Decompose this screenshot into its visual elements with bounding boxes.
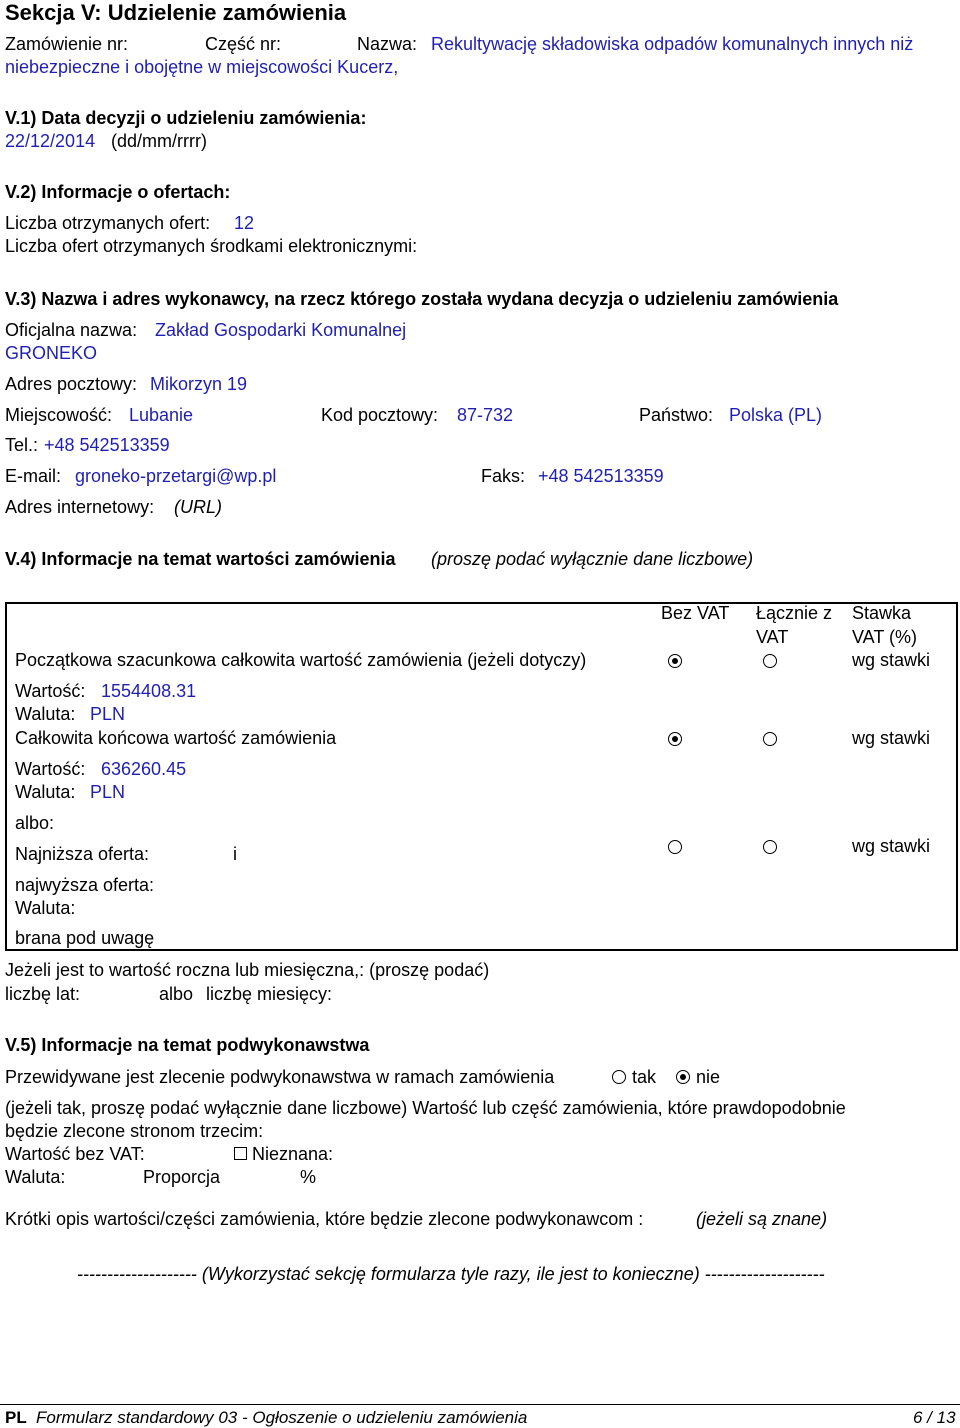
v1-heading: V.1) Data decyzji o udzieleniu zamówienia:	[5, 108, 367, 128]
country-label: Państwo:	[639, 405, 714, 425]
web-address-label: Adres internetowy:	[5, 497, 155, 517]
address-value: Mikorzyn 19	[150, 374, 248, 394]
short-desc-note: (jeżeli są znane)	[696, 1209, 828, 1229]
subcontract-note-1: (jeżeli tak, proszę podać wyłącznie dane liczbowe) Wartość lub część zamówienia, które prawdopodobnie	[5, 1098, 846, 1118]
fax-label: Faks:	[481, 466, 526, 486]
fax-value: +48 542513359	[538, 466, 664, 486]
row1-value: 1554408.31	[101, 681, 197, 701]
row2-currency-label: Waluta:	[15, 782, 76, 802]
unknown-label: Nieznana:	[252, 1144, 334, 1164]
official-name-label: Oficjalna nazwa:	[5, 320, 138, 340]
annual-note: Jeżeli jest to wartość roczna lub miesięczna,: (proszę podać)	[5, 960, 490, 980]
short-desc-label: Krótki opis wartości/części zamówienia, które będzie zlecone podwykonawcom :	[5, 1209, 644, 1229]
city-label: Miejscowość:	[5, 405, 113, 425]
highest-offer-label: najwyższa oferta:	[15, 875, 155, 895]
subcontract-note-2: będzie zlecone stronom trzecim:	[5, 1121, 264, 1141]
considered-label: brana pod uwagę	[15, 928, 155, 948]
received-offers-label: Liczba otrzymanych ofert:	[5, 213, 211, 233]
v3-heading: V.3) Nazwa i adres wykonawcy, na rzecz którego została wydana decyzja o udzieleniu zamówienia	[5, 289, 839, 309]
row2-bez-vat-radio[interactable]	[668, 732, 682, 746]
footer-divider	[0, 1404, 960, 1405]
value-without-vat-label: Wartość bez VAT:	[5, 1144, 145, 1164]
col-lacznie-2: VAT	[756, 627, 789, 647]
footer-form-name: Formularz standardowy 03 - Ogłoszenie o udzieleniu zamówienia	[36, 1408, 528, 1427]
subcontract-no-label: nie	[696, 1067, 721, 1087]
country-value: Polska (PL)	[729, 405, 823, 425]
decision-date: 22/12/2014	[5, 131, 96, 151]
subcontract-question: Przewidywane jest zlecenie podwykonawstwa w ramach zamówienia	[5, 1067, 555, 1087]
proportion-label: Proporcja	[143, 1167, 221, 1187]
address-label: Adres pocztowy:	[5, 374, 138, 394]
row1-currency-label: Waluta:	[15, 704, 76, 724]
row2-currency: PLN	[90, 782, 126, 802]
row2-rate: wg stawki	[852, 728, 931, 748]
or-label: albo:	[15, 813, 55, 833]
electronic-offers-label: Liczba ofert otrzymanych środkami elektronicznymi:	[5, 236, 418, 256]
date-format: (dd/mm/rrrr)	[111, 131, 207, 151]
row2-label: Całkowita końcowa wartość zamówienia	[15, 728, 337, 748]
years-label: liczbę lat:	[5, 984, 81, 1004]
section-title: Sekcja V: Udzielenie zamówienia	[5, 0, 347, 25]
lowest-offer-label: Najniższa oferta:	[15, 844, 150, 864]
row2-value: 636260.45	[101, 759, 187, 779]
and-label: i	[233, 844, 237, 864]
v5-currency-label: Waluta:	[5, 1167, 66, 1187]
subcontract-no-radio[interactable]	[676, 1070, 690, 1084]
or2-label: albo	[159, 984, 194, 1004]
part-no-label: Część nr:	[205, 34, 282, 54]
v4-heading-note: (proszę podać wyłącznie dane liczbowe)	[431, 549, 754, 569]
v5-heading: V.5) Informacje na temat podwykonawstwa	[5, 1035, 370, 1055]
official-name-value-2: GRONEKO	[5, 343, 98, 363]
received-offers-value: 12	[234, 213, 255, 233]
col-stawka-1: Stawka	[852, 603, 912, 623]
city-value: Lubanie	[129, 405, 194, 425]
tel-value: +48 542513359	[44, 435, 170, 455]
row1-label: Początkowa szacunkowa całkowita wartość zamówienia (jeżeli dotyczy)	[15, 650, 587, 670]
web-address-value: (URL)	[174, 497, 222, 517]
official-name-value-1: Zakład Gospodarki Komunalnej	[155, 320, 407, 340]
row2-value-label: Wartość:	[15, 759, 86, 779]
postal-code-label: Kod pocztowy:	[321, 405, 439, 425]
unknown-checkbox[interactable]	[234, 1147, 247, 1160]
tel-label: Tel.:	[5, 435, 39, 455]
name-value-line2: niebezpieczne i obojętne w miejscowości Kucerz,	[5, 57, 399, 77]
col-bez-vat: Bez VAT	[661, 603, 730, 623]
v4-heading: V.4) Informacje na temat wartości zamówienia	[5, 549, 396, 569]
row3-lacznie-radio[interactable]	[763, 840, 777, 854]
row2-lacznie-radio[interactable]	[763, 732, 777, 746]
name-label: Nazwa:	[357, 34, 418, 54]
v2-heading: V.2) Informacje o ofertach:	[5, 182, 231, 202]
name-value-line1: Rekultywację składowiska odpadów komunalnych innych niż	[431, 34, 914, 54]
row1-bez-vat-radio[interactable]	[668, 654, 682, 668]
repeat-note: -------------------- (Wykorzystać sekcję formularza tyle razy, ile jest to konieczne) --------------------	[77, 1264, 825, 1284]
row3-rate: wg stawki	[852, 836, 931, 856]
subcontract-yes-radio[interactable]	[612, 1070, 626, 1084]
subcontract-yes-label: tak	[632, 1067, 657, 1087]
email-label: E-mail:	[5, 466, 62, 486]
postal-code-value: 87-732	[457, 405, 514, 425]
row3-currency-label: Waluta:	[15, 898, 76, 918]
order-no-label: Zamówienie nr:	[5, 34, 129, 54]
col-stawka-2: VAT (%)	[852, 627, 918, 647]
email-value: groneko-przetargi@wp.pl	[75, 466, 277, 486]
row3-bez-vat-radio[interactable]	[668, 840, 682, 854]
row1-currency: PLN	[90, 704, 126, 724]
footer-page: 6 / 13	[913, 1408, 956, 1427]
row1-lacznie-radio[interactable]	[763, 654, 777, 668]
col-lacznie-1: Łącznie z	[756, 603, 833, 623]
footer-lang: PL	[5, 1408, 27, 1427]
months-label: liczbę miesięcy:	[206, 984, 333, 1004]
percent-label: %	[300, 1167, 317, 1187]
row1-value-label: Wartość:	[15, 681, 86, 701]
row1-rate: wg stawki	[852, 650, 931, 670]
